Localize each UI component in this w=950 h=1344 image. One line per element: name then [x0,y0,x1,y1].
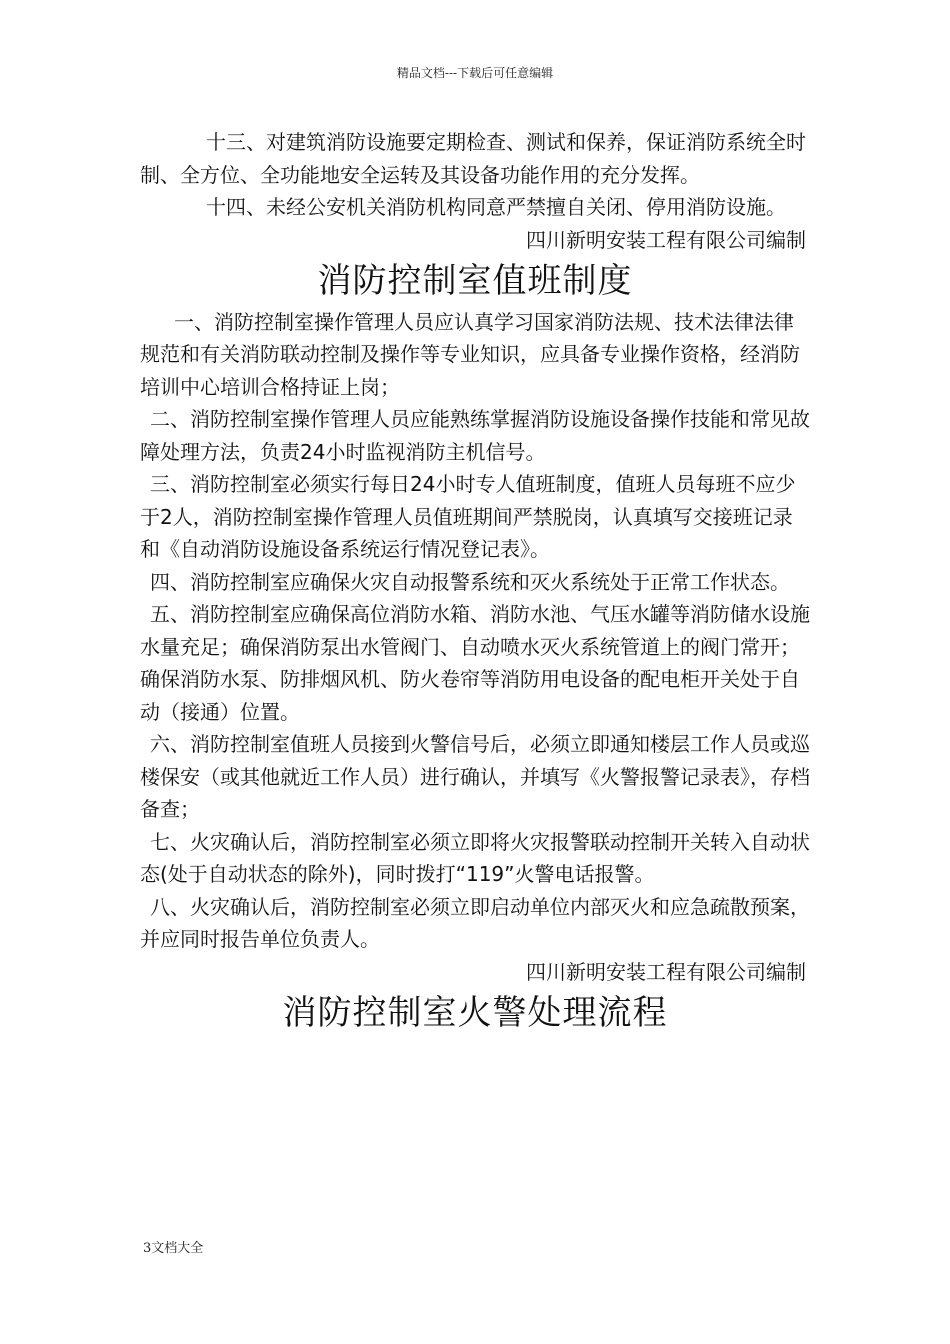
rule-5: 五、消防控制室应确保高位消防水箱、消防水池、气压水罐等消防储水设施水量充足；确保消防泵出水管阀门、自动喷水灭火系统管道上的阀门常开；确保消防水泵、防排烟风机、防火卷帘等消防用电设备的配电柜开关处于自动（接通）位置。 [140,602,810,724]
page-header-note: 精品文档---下载后可任意编辑 [396,66,554,80]
company-signature: 四川新明安装工程有限公司编制 [526,227,806,252]
paragraph-13: 十三、对建筑消防设施要定期检查、测试和保养，保证消防系统全时制、全方位、全功能地安全运转及其设备功能作用的充分发挥。 [140,130,806,187]
rule-6: 六、消防控制室值班人员接到火警信号后，必须立即通知楼层工作人员或巡楼保安（或其他就近工作人员）进行确认，并填写《火警报警记录表》，存档备查； [140,732,810,821]
rule-7: 七、火灾确认后，消防控制室必须立即将火灾报警联动控制开关转入自动状态(处于自动状态的除外)，同时拨打“119”火警电话报警。 [140,829,810,886]
section-title-duty-system: 消防控制室值班制度 [317,260,633,301]
page-footer: 3文档大全 [143,1241,204,1256]
section-title-fire-alarm-process: 消防控制室火警处理流程 [282,992,668,1033]
company-signature: 四川新明安装工程有限公司编制 [526,959,806,984]
rule-1: 一、消防控制室操作管理人员应认真学习国家消防法规、技术法律法律规范和有关消防联动控制及操作等专业知识，应具备专业操作资格，经消防培训中心培训合格持证上岗； [140,309,800,399]
rule-2: 二、消防控制室操作管理人员应能熟练掌握消防设施设备操作技能和常见故障处理方法，负责24小时监视消防主机信号。 [140,407,810,464]
rule-8: 八、火灾确认后，消防控制室必须立即启动单位内部灭火和应急疏散预案，并应同时报告单位负责人。 [140,894,810,951]
rule-3: 三、消防控制室必须实行每日24小时专人值班制度，值班人员每班不应少于2人，消防控制室操作管理人员值班期间严禁脱岗，认真填写交接班记录和《自动消防设施设备系统运行情况登记表》。 [140,472,796,561]
document-body [140,126,810,1038]
paragraph-14: 十四、未经公安机关消防机构同意严禁擅自关闭、停用消防设施。 [206,195,786,219]
rule-4: 四、消防控制室应确保火灾自动报警系统和灭火系统处于正常工作状态。 [150,569,790,594]
